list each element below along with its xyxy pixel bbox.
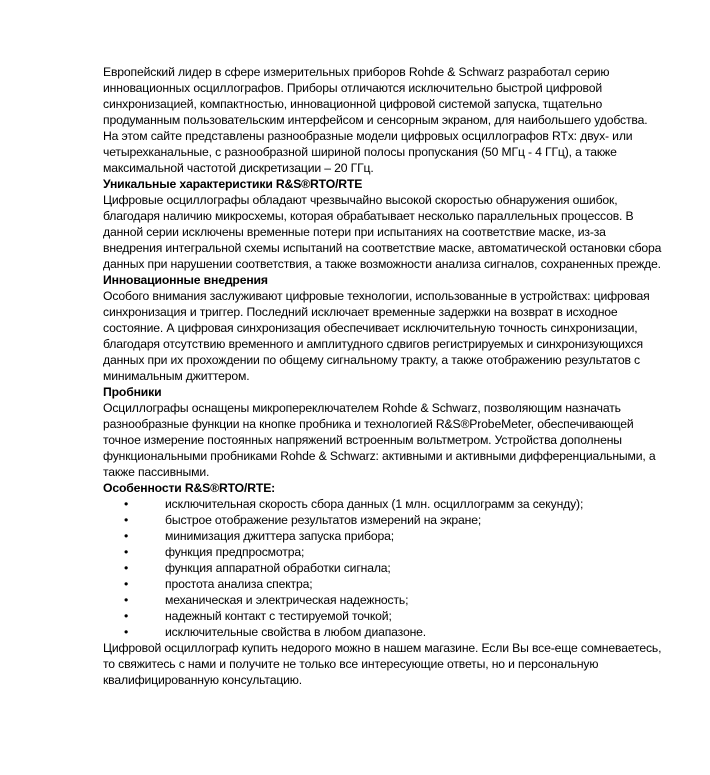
features-list [103, 496, 663, 640]
document-body [103, 64, 663, 688]
list-item [103, 512, 663, 528]
list-item-text: функция аппаратной обработки сигнала; [165, 561, 391, 575]
bullet-icon: • [124, 513, 129, 527]
list-item [103, 544, 663, 560]
section-text-innovations: Особого внимания заслуживают цифровые технологии, использованные в устройствах: цифровая синхронизация и триггер. Последний исключает временные задержки на возврат в исходное состояние. А цифровая синхронизация обеспечивает исключительную точность синхронизации, благодаря отсутствию временного и амплитудного сдвигов регистрируемых и синхронизующихся данных при их прохождении по общему сигнальному тракту, а также отображению результатов с минимальным джиттером. [103, 289, 650, 383]
list-item-text: исключительная скорость сбора данных (1 млн. осциллограмм за секунду); [165, 497, 584, 511]
list-item-text: быстрое отображение результатов измерений на экране; [165, 513, 482, 527]
section-heading-innovations: Инновационные внедрения [103, 273, 268, 287]
list-item [103, 608, 663, 624]
bullet-icon: • [124, 625, 129, 639]
list-item [103, 560, 663, 576]
list-item-text: функция предпросмотра; [165, 545, 305, 559]
section-heading-probes: Пробники [103, 385, 162, 399]
bullet-icon: • [124, 545, 129, 559]
list-item-text: надежный контакт с тестируемой точкой; [165, 609, 392, 623]
bullet-icon: • [124, 577, 129, 591]
bullet-icon: • [124, 561, 129, 575]
list-item-text: механическая и электрическая надежность; [165, 593, 409, 607]
features-heading: Особенности R&S®RTO/RTE: [103, 481, 276, 495]
list-item-text: исключительные свойства в любом диапазоне. [165, 625, 427, 639]
bullet-icon: • [124, 497, 129, 511]
list-item [103, 592, 663, 608]
section-heading-unique: Уникальные характеристики R&S®RTO/RTE [103, 177, 363, 191]
bullet-icon: • [124, 593, 129, 607]
closing-paragraph: Цифровой осциллограф купить недорого можно в нашем магазине. Если Вы все-еще сомневаетесь, то свяжитесь с нами и получите не только все интересующие ответы, но и персональную квалифицированную консультацию. [103, 641, 662, 687]
list-item-text: минимизация джиттера запуска прибора; [165, 529, 394, 543]
list-item-text: простота анализа спектра; [165, 577, 313, 591]
list-item [103, 496, 663, 512]
bullet-icon: • [124, 529, 129, 543]
list-item [103, 624, 663, 640]
section-text-probes: Осциллографы оснащены микропереключателем Rohde & Schwarz, позволяющим назначать разнообразные функции на кнопке пробника и технологией R&S®ProbeMeter, обеспечивающей точное измерение постоянных напряжений встроенным вольтметром. Устройства дополнены функциональными пробниками Rohde & Schwarz: активными и активными дифференциальными, а также пассивными. [103, 401, 656, 479]
bullet-icon: • [124, 609, 129, 623]
intro-paragraph: Европейский лидер в сфере измерительных приборов Rohde & Schwarz разработал серию инновационных осциллографов. Приборы отличаются исключительно быстрой цифровой синхронизацией, компактностью, инновационной цифровой системой запуска, тщательно продуманным пользовательским интерфейсом и сенсорным экраном, для наибольшего удобства. На этом сайте представлены разнообразные модели цифровых осциллографов RTx: двух- или четырехканальные, с разнообразной шириной полосы пропускания (50 МГц - 4 ГГц), а также максимальной частотой дискретизации – 20 ГГц. [103, 65, 648, 175]
list-item [103, 576, 663, 592]
list-item [103, 528, 663, 544]
section-text-unique: Цифровые осциллографы обладают чрезвычайно высокой скоростью обнаружения ошибок, благодаря наличию микросхемы, которая обрабатывает несколько параллельных процессов. В данной серии исключены временные потери при испытаниях на соответствие маске, из-за внедрения интегральной схемы испытаний на соответствие маске, автоматической остановки сбора данных при нарушении соответствия, а также возможности анализа сигналов, сохраненных прежде. [103, 193, 662, 271]
